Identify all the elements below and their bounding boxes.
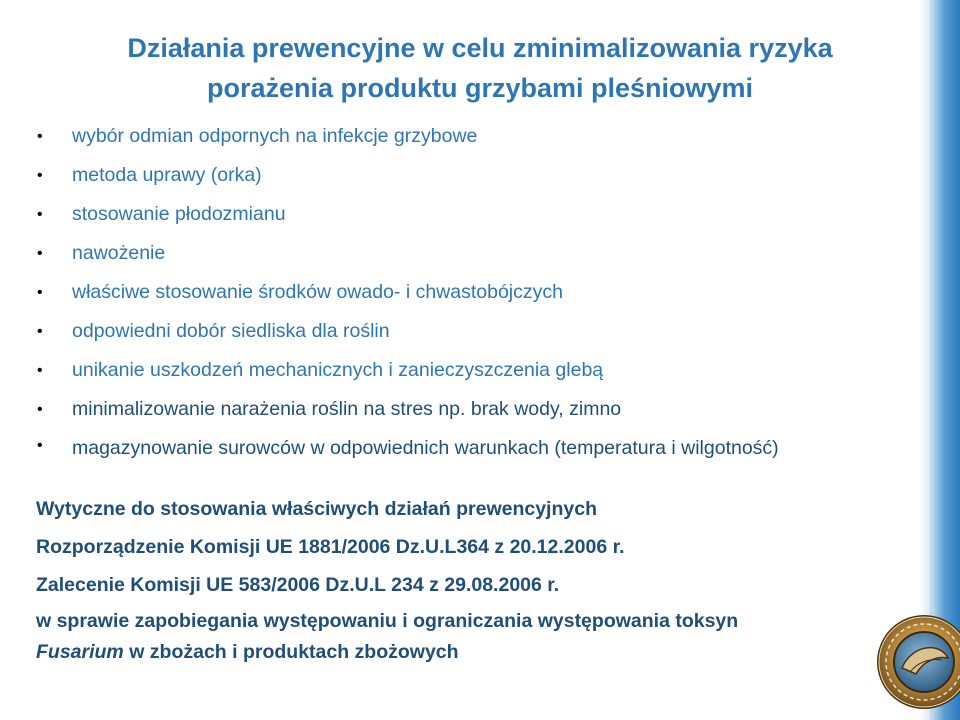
grain-emblem-icon <box>862 602 960 720</box>
bullet-icon: • <box>37 362 43 379</box>
list-item <box>34 234 874 273</box>
references <box>36 490 886 668</box>
list-item <box>34 351 874 390</box>
bullet-icon: • <box>37 167 43 184</box>
list-item-text: nawożenie <box>72 242 166 264</box>
list-item-text: wybór odmian odpornych na infekcje grzybowe <box>72 125 478 147</box>
list-item-text: stosowanie płodozmianu <box>72 203 286 225</box>
bullet-icon: • <box>37 128 43 145</box>
list-item <box>34 156 874 195</box>
reference-scope-line-1: w sprawie zapobiegania występowaniu i ograniczania występowania toksyn <box>36 610 739 632</box>
reference-scope <box>36 606 886 668</box>
reference-guidelines: Wytyczne do stosowania właściwych działań prewencyjnych <box>36 498 597 520</box>
bullet-icon: • <box>37 245 43 262</box>
reference-recommendation: Zalecenie Komisji UE 583/2006 Dz.U.L 234 z 29.08.2006 r. <box>36 574 560 596</box>
title-line-1: Działania prewencyjne w celu zminimalizowania ryzyka <box>127 33 833 63</box>
bullet-icon: • <box>37 284 43 301</box>
bullet-icon: • <box>37 323 43 340</box>
bullet-icon: • <box>37 401 43 418</box>
reference-regulation: Rozporządzenie Komisji UE 1881/2006 Dz.U.L364 z 20.12.2006 r. <box>36 536 625 558</box>
list-item-text: właściwe stosowanie środków owado- i chwastobójczych <box>72 281 563 303</box>
list-item-text: odpowiedni dobór siedliska dla roślin <box>72 320 390 342</box>
bullet-icon: • <box>37 206 43 223</box>
list-item <box>34 273 874 312</box>
list-item <box>34 429 874 465</box>
list-item <box>34 195 874 234</box>
reference-fusarium: Fusarium <box>36 641 124 663</box>
slide-title <box>60 28 900 108</box>
list-item-text: metoda uprawy (orka) <box>72 164 262 186</box>
list-item <box>34 390 874 429</box>
bullet-list <box>34 117 874 465</box>
title-line-2: porażenia produktu grzybami pleśniowymi <box>206 73 754 103</box>
list-item <box>34 117 874 156</box>
bullet-icon: • <box>37 437 43 454</box>
reference-scope-line-2: w zbożach i produktach zbożowych <box>123 641 459 663</box>
list-item-text: unikanie uszkodzeń mechanicznych i zanieczyszczenia glebą <box>72 359 604 381</box>
list-item-text: minimalizowanie narażenia roślin na stres np. brak wody, zimno <box>72 398 622 420</box>
list-item <box>34 312 874 351</box>
list-item-text: magazynowanie surowców w odpowiednich warunkach (temperatura i wilgotność) <box>72 437 779 459</box>
